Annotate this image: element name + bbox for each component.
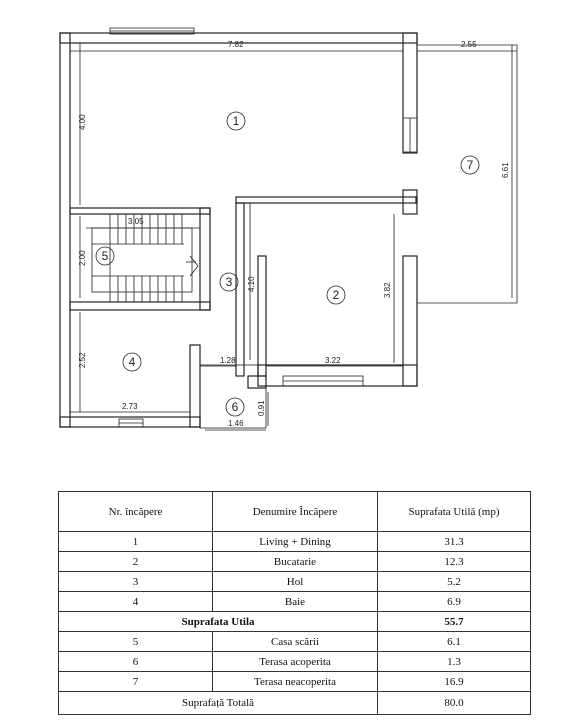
cell-name: Terasa neacoperita (213, 672, 378, 692)
cell-nr: 3 (59, 572, 213, 592)
room-number-5: 5 (101, 249, 109, 263)
header-room-number: Nr. încăpere (59, 492, 213, 532)
dim-4-00: 4.00 (78, 114, 87, 130)
header-room-name: Denumire Încăpere (213, 492, 378, 532)
dim-1-46: 1.46 (228, 419, 244, 428)
cell-area: 6.1 (378, 632, 531, 652)
cell-total-area: 80.0 (378, 692, 531, 715)
table-row (59, 572, 531, 592)
cell-name: Casa scării (213, 632, 378, 652)
cell-name: Bucatarie (213, 552, 378, 572)
cell-area: 16.9 (378, 672, 531, 692)
dim-3-05: 3.05 (128, 217, 144, 226)
dimension-lines (70, 43, 517, 430)
dim-3-82: 3.82 (383, 282, 392, 298)
area-table (58, 491, 531, 715)
cell-name: Terasa acoperita (213, 652, 378, 672)
header-useful-area: Suprafata Utilă (mp) (378, 492, 531, 532)
subtotal-row (59, 612, 531, 632)
room-number-6: 6 (231, 400, 239, 414)
cell-area: 31.3 (378, 532, 531, 552)
total-row (59, 692, 531, 715)
dim-7-82: 7.82 (228, 40, 244, 49)
room-markers (96, 112, 479, 416)
walls (60, 33, 417, 428)
table-row (59, 552, 531, 572)
cell-area: 5.2 (378, 572, 531, 592)
table-row (59, 652, 531, 672)
cell-area: 6.9 (378, 592, 531, 612)
windows (110, 28, 417, 427)
dim-0-91: 0.91 (257, 400, 266, 416)
room-number-1: 1 (232, 114, 240, 128)
table-row (59, 632, 531, 652)
dim-2-52: 2.52 (78, 352, 87, 368)
cell-name: Hol (213, 572, 378, 592)
dim-1-28: 1.28 (220, 356, 236, 365)
room-number-2: 2 (332, 288, 340, 302)
cell-nr: 6 (59, 652, 213, 672)
dim-3-22: 3.22 (325, 356, 341, 365)
cell-subtotal-label: Suprafata Utila (59, 612, 378, 632)
dimension-labels (78, 40, 510, 428)
cell-nr: 1 (59, 532, 213, 552)
dim-6-61: 6.61 (501, 162, 510, 178)
table-row (59, 592, 531, 612)
table-header-row (59, 492, 531, 532)
cell-name: Living + Dining (213, 532, 378, 552)
dim-2-55: 2.55 (461, 40, 477, 49)
table-row (59, 532, 531, 552)
cell-name: Baie (213, 592, 378, 612)
dim-2-00: 2.00 (78, 250, 87, 266)
room-number-7: 7 (466, 158, 474, 172)
cell-total-label: Suprafață Totală (59, 692, 378, 715)
cell-nr: 7 (59, 672, 213, 692)
dim-2-73: 2.73 (122, 402, 138, 411)
dim-4-10: 4.10 (247, 276, 256, 292)
room-number-4: 4 (128, 355, 136, 369)
cell-nr: 4 (59, 592, 213, 612)
table-row (59, 672, 531, 692)
cell-nr: 5 (59, 632, 213, 652)
cell-area: 12.3 (378, 552, 531, 572)
cell-subtotal-area: 55.7 (378, 612, 531, 632)
cell-area: 1.3 (378, 652, 531, 672)
room-number-3: 3 (225, 275, 233, 289)
cell-nr: 2 (59, 552, 213, 572)
